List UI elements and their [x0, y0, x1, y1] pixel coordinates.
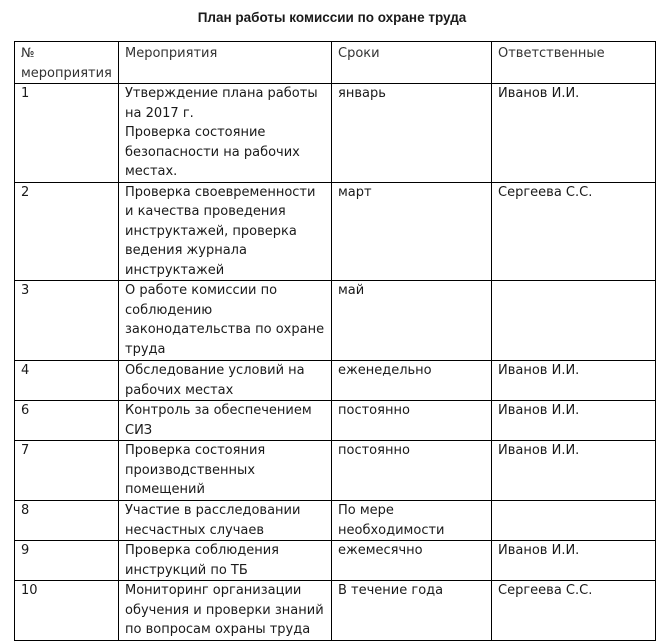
cell-activity: Утверждение плана работы на 2017 г. Проверка состояние безопасности на рабочих местах. [119, 84, 332, 183]
cell-activity: Проверка своевременности и качества проведения инструктажей, проверка ведения журнала инструктажей [119, 182, 332, 281]
cell-activity: Участие в расследовании несчастных случаев [119, 501, 332, 541]
cell-responsible: Иванов И.И. [492, 401, 656, 441]
cell-deadline: еженедельно [332, 361, 492, 401]
cell-responsible: Иванов И.И. [492, 84, 656, 183]
header-number: № мероприятия [15, 42, 119, 84]
cell-deadline: постоянно [332, 401, 492, 441]
work-plan-table [14, 41, 656, 641]
cell-activity: Обследование условий на рабочих местах [119, 361, 332, 401]
table-row [15, 541, 656, 581]
table-row [15, 182, 656, 281]
cell-responsible [492, 501, 656, 541]
table-row [15, 281, 656, 361]
table-row [15, 401, 656, 441]
table-row [15, 501, 656, 541]
table-row [15, 581, 656, 641]
header-responsible: Ответственные [492, 42, 656, 84]
page-title: План работы комиссии по охране труда [197, 10, 467, 25]
table-row [15, 441, 656, 501]
cell-number: 10 [15, 581, 119, 641]
cell-activity: Мониторинг организации обучения и проверки знаний по вопросам охраны труда [119, 581, 332, 641]
cell-number: 7 [15, 441, 119, 501]
cell-responsible: Иванов И.И. [492, 441, 656, 501]
cell-activity: Проверка соблюдения инструкций по ТБ [119, 541, 332, 581]
table-header-row [15, 42, 656, 84]
cell-activity: Проверка состояния производственных помещений [119, 441, 332, 501]
cell-deadline: январь [332, 84, 492, 183]
header-activity: Мероприятия [119, 42, 332, 84]
cell-activity: О работе комиссии по соблюдению законодательства по охране труда [119, 281, 332, 361]
cell-responsible: Сергеева С.С. [492, 581, 656, 641]
cell-number: 2 [15, 182, 119, 281]
table-row [15, 84, 656, 183]
cell-deadline: март [332, 182, 492, 281]
cell-deadline: В течение года [332, 581, 492, 641]
cell-number: 8 [15, 501, 119, 541]
cell-number: 9 [15, 541, 119, 581]
cell-deadline: май [332, 281, 492, 361]
cell-number: 4 [15, 361, 119, 401]
cell-responsible [492, 281, 656, 361]
cell-deadline: ежемесячно [332, 541, 492, 581]
table-row [15, 361, 656, 401]
cell-responsible: Сергеева С.С. [492, 182, 656, 281]
cell-responsible: Иванов И.И. [492, 361, 656, 401]
cell-number: 6 [15, 401, 119, 441]
cell-deadline: постоянно [332, 441, 492, 501]
header-deadline: Сроки [332, 42, 492, 84]
cell-number: 1 [15, 84, 119, 183]
cell-number: 3 [15, 281, 119, 361]
cell-activity: Контроль за обеспечением СИЗ [119, 401, 332, 441]
cell-responsible: Иванов И.И. [492, 541, 656, 581]
cell-deadline: По мере необходимости [332, 501, 492, 541]
